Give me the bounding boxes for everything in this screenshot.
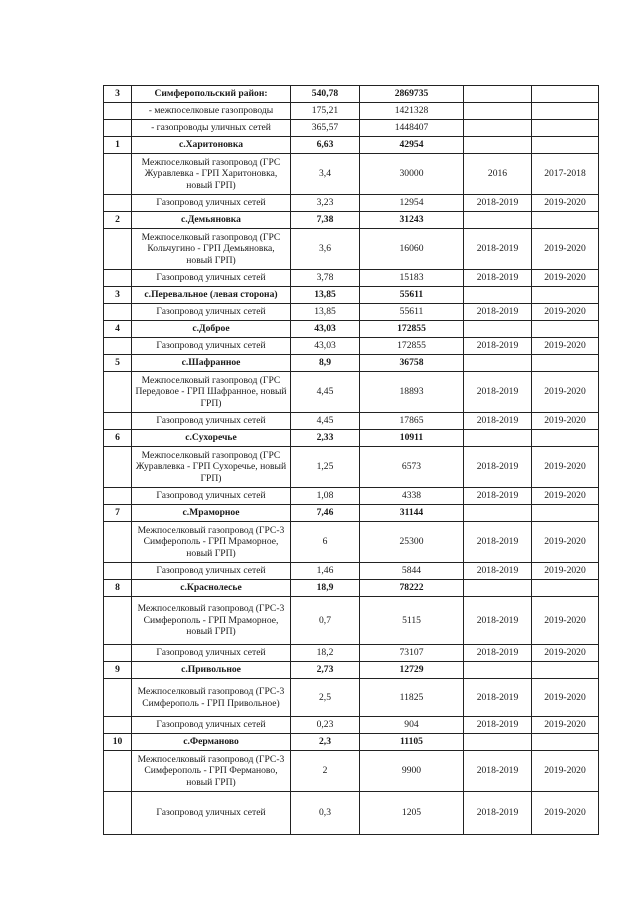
row-number-cell [104,645,132,662]
start-period-cell [464,321,532,338]
start-period-cell [464,212,532,229]
row-number-cell: 5 [104,355,132,372]
start-period-cell [464,137,532,154]
start-period-cell: 2018-2019 [464,488,532,505]
length-cell: 4,45 [291,372,360,413]
row-number-cell [104,792,132,835]
row-number-cell [104,195,132,212]
cost-cell: 1205 [360,792,464,835]
cost-cell: 1448407 [360,120,464,137]
start-period-cell [464,662,532,679]
object-name-cell: с.Демьяновка [132,212,291,229]
gas-pipeline-table [103,85,599,835]
cost-cell: 172855 [360,321,464,338]
object-name-cell: Газопровод уличных сетей [132,195,291,212]
end-period-cell: 2019-2020 [532,563,599,580]
row-number-cell [104,120,132,137]
object-name-cell: Газопровод уличных сетей [132,645,291,662]
table-row [104,792,599,835]
length-cell: 2,73 [291,662,360,679]
length-cell: 1,46 [291,563,360,580]
end-period-cell: 2019-2020 [532,270,599,287]
settlement-row [104,580,599,597]
cost-cell: 55611 [360,287,464,304]
end-period-cell: 2019-2020 [532,522,599,563]
row-number-cell [104,597,132,645]
row-number-cell [104,270,132,287]
object-name-cell: Газопровод уличных сетей [132,304,291,321]
object-name-cell: Газопровод уличных сетей [132,717,291,734]
table-row [104,751,599,792]
start-period-cell: 2018-2019 [464,229,532,270]
cost-cell: 11105 [360,734,464,751]
end-period-cell: 2019-2020 [532,597,599,645]
cost-cell: 6573 [360,447,464,488]
length-cell: 13,85 [291,304,360,321]
length-cell: 7,46 [291,505,360,522]
cost-cell: 36758 [360,355,464,372]
cost-cell: 2869735 [360,86,464,103]
cost-cell: 172855 [360,338,464,355]
row-number-cell: 3 [104,86,132,103]
end-period-cell [532,580,599,597]
object-name-cell: с.Привольное [132,662,291,679]
start-period-cell [464,120,532,137]
start-period-cell: 2018-2019 [464,372,532,413]
end-period-cell: 2019-2020 [532,229,599,270]
settlement-row [104,734,599,751]
table-row [104,103,599,120]
row-number-cell [104,154,132,195]
row-number-cell: 8 [104,580,132,597]
length-cell: 18,2 [291,645,360,662]
length-cell: 3,6 [291,229,360,270]
table-row [104,154,599,195]
end-period-cell [532,321,599,338]
object-name-cell: с.Сухоречье [132,430,291,447]
start-period-cell: 2018-2019 [464,413,532,430]
start-period-cell: 2018-2019 [464,522,532,563]
end-period-cell [532,137,599,154]
cost-cell: 9900 [360,751,464,792]
cost-cell: 31243 [360,212,464,229]
object-name-cell: Межпоселковый газопровод (ГРС-3 Симферополь - ГРП Мраморное, новый ГРП) [132,597,291,645]
table-row [104,563,599,580]
table-row [104,488,599,505]
cost-cell: 11825 [360,679,464,717]
object-name-cell: Межпоселковый газопровод (ГРС-3 Симферополь - ГРП Привольное) [132,679,291,717]
row-number-cell [104,488,132,505]
length-cell: 0,7 [291,597,360,645]
length-cell: 540,78 [291,86,360,103]
cost-cell: 16060 [360,229,464,270]
settlement-row [104,505,599,522]
object-name-cell: Газопровод уличных сетей [132,488,291,505]
start-period-cell: 2018-2019 [464,792,532,835]
length-cell: 0,23 [291,717,360,734]
cost-cell: 31144 [360,505,464,522]
length-cell: 2,5 [291,679,360,717]
end-period-cell [532,734,599,751]
settlement-row [104,321,599,338]
table-row [104,338,599,355]
cost-cell: 42954 [360,137,464,154]
length-cell: 0,3 [291,792,360,835]
length-cell: 3,78 [291,270,360,287]
cost-cell: 15183 [360,270,464,287]
length-cell: 3,23 [291,195,360,212]
end-period-cell: 2019-2020 [532,304,599,321]
length-cell: 43,03 [291,338,360,355]
start-period-cell [464,430,532,447]
length-cell: 18,9 [291,580,360,597]
object-name-cell: Межпоселковый газопровод (ГРС Журавлевка - ГРП Харитоновка, новый ГРП) [132,154,291,195]
length-cell: 6,63 [291,137,360,154]
settlement-row [104,430,599,447]
settlement-row [104,137,599,154]
length-cell: 2,33 [291,430,360,447]
object-name-cell: Газопровод уличных сетей [132,270,291,287]
start-period-cell: 2018-2019 [464,338,532,355]
settlement-row [104,86,599,103]
end-period-cell [532,103,599,120]
object-name-cell: Симферопольский район: [132,86,291,103]
length-cell: 6 [291,522,360,563]
object-name-cell: с.Мраморное [132,505,291,522]
cost-cell: 78222 [360,580,464,597]
length-cell: 13,85 [291,287,360,304]
row-number-cell [104,447,132,488]
object-name-cell: Межпоселковый газопровод (ГРС-3 Симферополь - ГРП Ферманово, новый ГРП) [132,751,291,792]
object-name-cell: Межпоселковый газопровод (ГРС Кольчугино - ГРП Демьяновка, новый ГРП) [132,229,291,270]
length-cell: 1,25 [291,447,360,488]
start-period-cell: 2018-2019 [464,195,532,212]
row-number-cell [104,563,132,580]
end-period-cell: 2019-2020 [532,488,599,505]
length-cell: 175,21 [291,103,360,120]
end-period-cell [532,505,599,522]
object-name-cell: с.Ферманово [132,734,291,751]
row-number-cell: 6 [104,430,132,447]
object-name-cell: с.Перевальное (левая сторона) [132,287,291,304]
length-cell: 8,9 [291,355,360,372]
end-period-cell [532,212,599,229]
start-period-cell [464,86,532,103]
cost-cell: 30000 [360,154,464,195]
cost-cell: 12729 [360,662,464,679]
row-number-cell [104,338,132,355]
length-cell: 4,45 [291,413,360,430]
row-number-cell [104,717,132,734]
end-period-cell: 2019-2020 [532,751,599,792]
length-cell: 43,03 [291,321,360,338]
document-page [103,85,598,835]
table-row [104,372,599,413]
cost-cell: 12954 [360,195,464,212]
start-period-cell [464,287,532,304]
row-number-cell [104,413,132,430]
start-period-cell: 2018-2019 [464,270,532,287]
table-row [104,597,599,645]
length-cell: 2 [291,751,360,792]
object-name-cell: Газопровод уличных сетей [132,792,291,835]
end-period-cell: 2019-2020 [532,372,599,413]
table-row [104,522,599,563]
length-cell: 365,57 [291,120,360,137]
row-number-cell [104,522,132,563]
object-name-cell: Газопровод уличных сетей [132,413,291,430]
settlement-row [104,212,599,229]
object-name-cell: с.Доброе [132,321,291,338]
row-number-cell [104,372,132,413]
table-row [104,717,599,734]
row-number-cell [104,751,132,792]
object-name-cell: Межпоселковый газопровод (ГРС Журавлевка - ГРП Сухоречье, новый ГРП) [132,447,291,488]
table-row [104,413,599,430]
end-period-cell [532,287,599,304]
end-period-cell [532,662,599,679]
table-row [104,120,599,137]
row-number-cell: 1 [104,137,132,154]
end-period-cell: 2019-2020 [532,717,599,734]
object-name-cell: Межпоселковый газопровод (ГРС-3 Симферополь - ГРП Мраморное, новый ГРП) [132,522,291,563]
start-period-cell: 2018-2019 [464,751,532,792]
row-number-cell [104,304,132,321]
end-period-cell [532,355,599,372]
object-name-cell: - газопроводы уличных сетей [132,120,291,137]
cost-cell: 55611 [360,304,464,321]
start-period-cell: 2018-2019 [464,597,532,645]
table-body [104,86,599,835]
end-period-cell [532,86,599,103]
end-period-cell: 2019-2020 [532,413,599,430]
cost-cell: 4338 [360,488,464,505]
row-number-cell [104,679,132,717]
end-period-cell: 2019-2020 [532,645,599,662]
end-period-cell: 2017-2018 [532,154,599,195]
settlement-row [104,355,599,372]
start-period-cell: 2018-2019 [464,717,532,734]
object-name-cell: Газопровод уличных сетей [132,563,291,580]
cost-cell: 73107 [360,645,464,662]
row-number-cell: 4 [104,321,132,338]
cost-cell: 5844 [360,563,464,580]
start-period-cell: 2018-2019 [464,645,532,662]
row-number-cell [104,229,132,270]
settlement-row [104,287,599,304]
start-period-cell: 2018-2019 [464,304,532,321]
table-row [104,229,599,270]
start-period-cell [464,505,532,522]
row-number-cell: 3 [104,287,132,304]
object-name-cell: Газопровод уличных сетей [132,338,291,355]
start-period-cell [464,355,532,372]
end-period-cell: 2019-2020 [532,792,599,835]
cost-cell: 904 [360,717,464,734]
cost-cell: 5115 [360,597,464,645]
start-period-cell: 2018-2019 [464,447,532,488]
row-number-cell [104,103,132,120]
row-number-cell: 2 [104,212,132,229]
start-period-cell: 2018-2019 [464,679,532,717]
object-name-cell: с.Харитоновка [132,137,291,154]
object-name-cell: с.Краснолесье [132,580,291,597]
start-period-cell [464,734,532,751]
table-row [104,447,599,488]
start-period-cell: 2018-2019 [464,563,532,580]
length-cell: 3,4 [291,154,360,195]
cost-cell: 10911 [360,430,464,447]
start-period-cell: 2016 [464,154,532,195]
table-row [104,304,599,321]
end-period-cell: 2019-2020 [532,195,599,212]
end-period-cell [532,120,599,137]
cost-cell: 1421328 [360,103,464,120]
table-row [104,645,599,662]
object-name-cell: - межпоселковые газопроводы [132,103,291,120]
end-period-cell: 2019-2020 [532,679,599,717]
row-number-cell: 9 [104,662,132,679]
end-period-cell [532,430,599,447]
row-number-cell: 10 [104,734,132,751]
table-row [104,270,599,287]
table-row [104,679,599,717]
length-cell: 7,38 [291,212,360,229]
length-cell: 1,08 [291,488,360,505]
cost-cell: 17865 [360,413,464,430]
start-period-cell [464,580,532,597]
length-cell: 2,3 [291,734,360,751]
table-row [104,195,599,212]
end-period-cell: 2019-2020 [532,447,599,488]
settlement-row [104,662,599,679]
object-name-cell: с.Шафранное [132,355,291,372]
cost-cell: 18893 [360,372,464,413]
start-period-cell [464,103,532,120]
end-period-cell: 2019-2020 [532,338,599,355]
object-name-cell: Межпоселковый газопровод (ГРС Передовое - ГРП Шафранное, новый ГРП) [132,372,291,413]
row-number-cell: 7 [104,505,132,522]
cost-cell: 25300 [360,522,464,563]
